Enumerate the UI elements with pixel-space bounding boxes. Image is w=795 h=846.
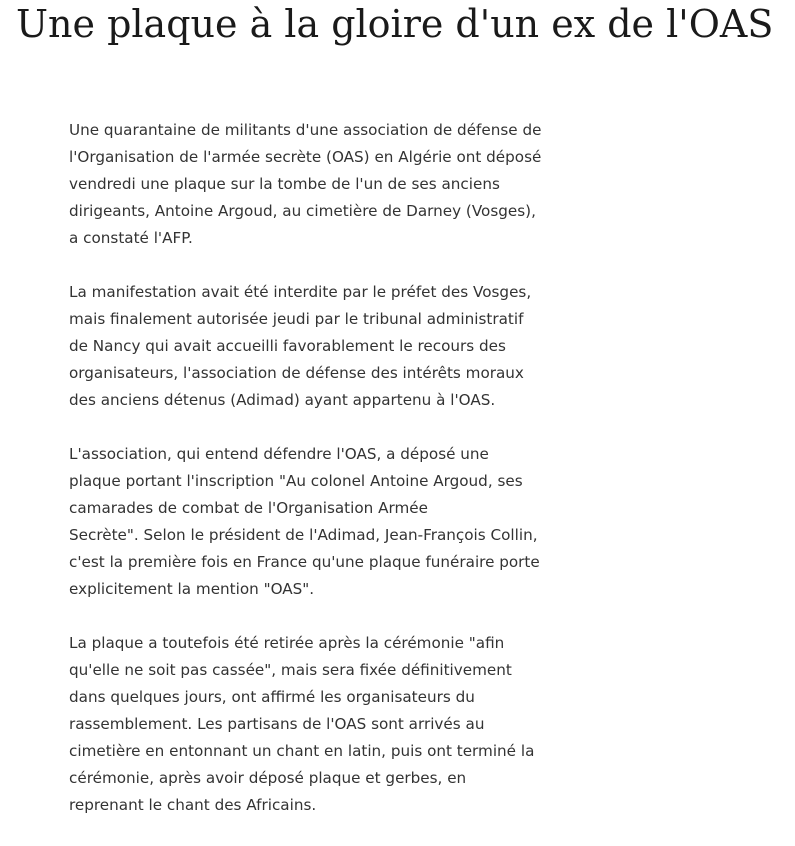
text-line: l'Organisation de l'armée secrète (OAS) en Algérie ont déposé <box>69 148 542 166</box>
text-line: La plaque a toutefois été retirée après la cérémonie "afin <box>69 634 505 652</box>
paragraph-3 <box>69 441 549 603</box>
text-line: La manifestation avait été interdite par le préfet des Vosges, <box>69 283 532 301</box>
text-line: Une quarantaine de militants d'une association de défense de <box>69 121 542 139</box>
text-line: mais finalement autorisée jeudi par le tribunal administratif <box>69 310 524 328</box>
text-line: camarades de combat de l'Organisation Armée <box>69 499 428 517</box>
paragraph-4 <box>69 630 549 819</box>
text-line: a constaté l'AFP. <box>69 229 193 247</box>
text-line: dans quelques jours, ont affirmé les organisateurs du <box>69 688 475 706</box>
text-line: cérémonie, après avoir déposé plaque et gerbes, en <box>69 769 467 787</box>
text-line: rassemblement. Les partisans de l'OAS sont arrivés au <box>69 715 485 733</box>
article-headline: Une plaque à la gloire d'un ex de l'OAS <box>16 2 774 46</box>
text-line: L'association, qui entend défendre l'OAS, a déposé une <box>69 445 489 463</box>
text-line: cimetière en entonnant un chant en latin, puis ont terminé la <box>69 742 535 760</box>
text-line: dirigeants, Antoine Argoud, au cimetière de Darney (Vosges), <box>69 202 536 220</box>
text-line: qu'elle ne soit pas cassée", mais sera fixée définitivement <box>69 661 512 679</box>
text-line: des anciens détenus (Adimad) ayant appartenu à l'OAS. <box>69 391 496 409</box>
text-line: reprenant le chant des Africains. <box>69 796 317 814</box>
text-line: vendredi une plaque sur la tombe de l'un de ses anciens <box>69 175 500 193</box>
text-line: plaque portant l'inscription "Au colonel Antoine Argoud, ses <box>69 472 523 490</box>
text-line: explicitement la mention "OAS". <box>69 580 315 598</box>
text-line: Secrète". Selon le président de l'Adimad, Jean-François Collin, <box>69 526 538 544</box>
paragraph-2 <box>69 279 549 414</box>
paragraph-1 <box>69 117 549 252</box>
text-line: organisateurs, l'association de défense des intérêts moraux <box>69 364 524 382</box>
text-line: c'est la première fois en France qu'une plaque funéraire porte <box>69 553 540 571</box>
text-line: de Nancy qui avait accueilli favorablement le recours des <box>69 337 506 355</box>
article-body <box>69 117 549 846</box>
